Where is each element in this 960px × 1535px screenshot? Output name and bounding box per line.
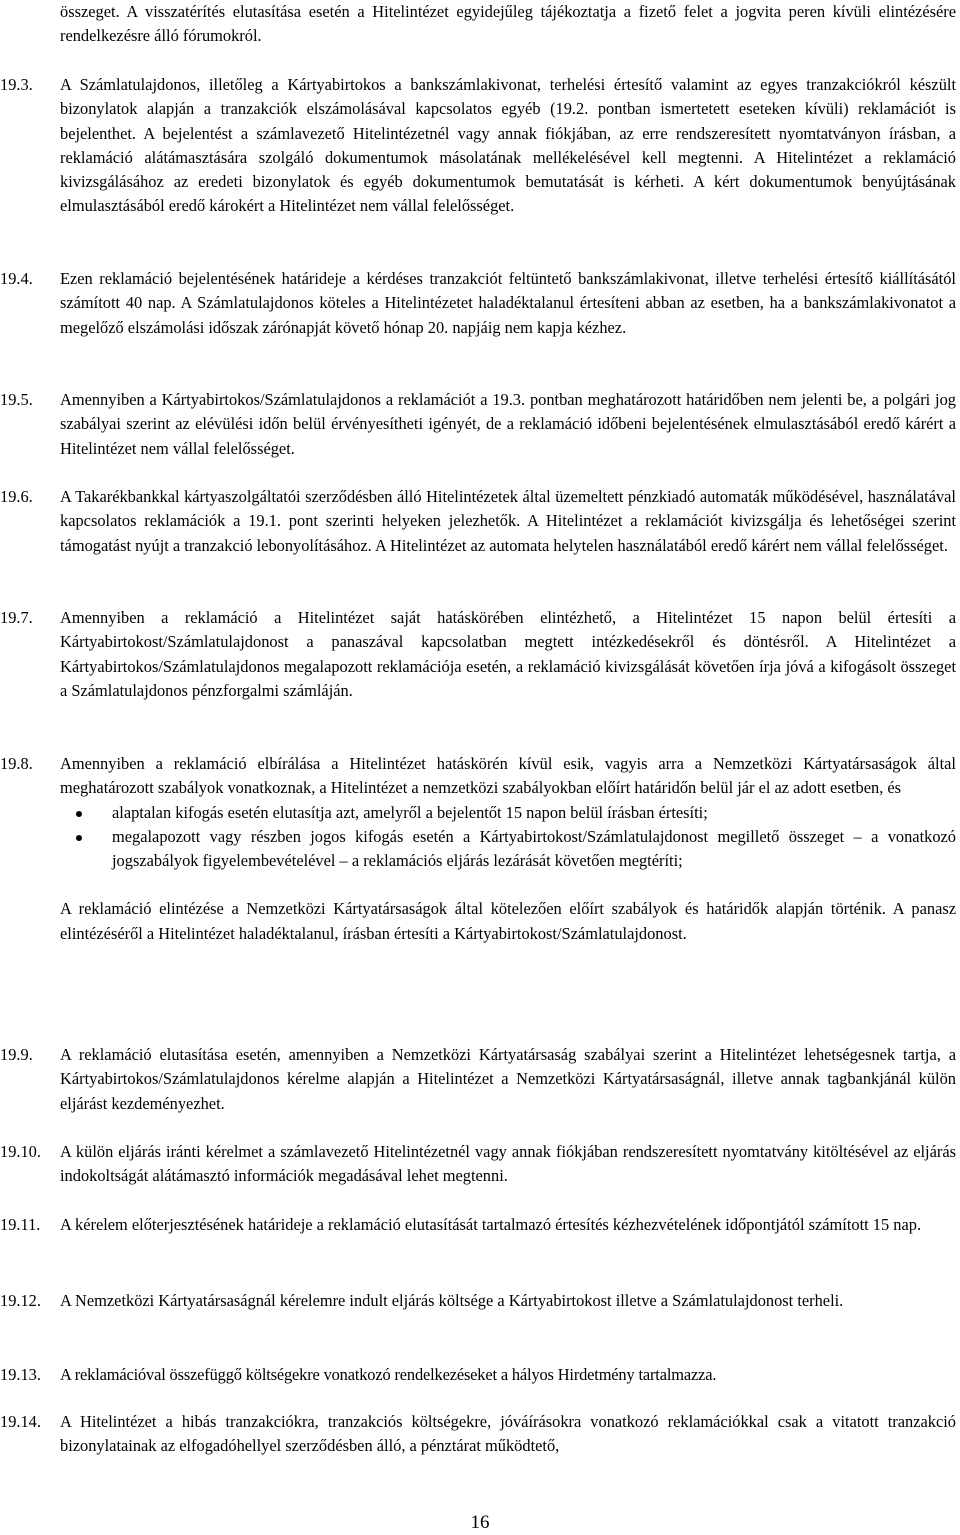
section-number: 19.4. (0, 269, 33, 288)
section-number: 19.9. (0, 1045, 33, 1064)
spacer (60, 873, 956, 897)
section-closing-text: A reklamáció elintézése a Nemzetközi Kártyatársaságok által kötelezően előírt szabályok és határidők alapján történik. A panasz elintézéséről a Hitelintézet haladéktalanul, írásban értesíti a Kártyabirtokost/Számlatulajdonost. (60, 899, 956, 943)
section-number: 19.7. (0, 608, 33, 627)
section-number: 19.3. (0, 75, 33, 94)
list-item (60, 825, 956, 874)
section-number: 19.11. (0, 1215, 41, 1234)
intro-paragraph: összeget. A visszatérítés elutasítása esetén a Hitelintézet egyidejűleg tájékoztatja a fizető felet a jogvita peren kívüli elintézésére rendelkezésre álló fórumokról. (60, 2, 956, 46)
bullet-icon (76, 835, 82, 841)
section-number: 19.12. (0, 1291, 41, 1310)
section-text: Ezen reklamáció bejelentésének határideje a kérdéses tranzakciót feltüntető bankszámlakivonat, illetve terhelési értesítő kiállításától számított 40 nap. A Számlatulajdonos köteles a Hitelintézetet haladéktalanul értesíteni abban az esetben, ha a bankszámlakivonatot a megelőző elszámolási időszak zárónapját követő hónap 20. napjáig nem kapja kézhez. (60, 269, 956, 337)
bullet-icon (76, 811, 82, 817)
section-text: A Számlatulajdonos, illetőleg a Kártyabirtokos a bankszámlakivonat, terhelési értesítő valamint az egyes tranzakciókról készült bizonylatok alapján a tranzakciók elszámolásával kapcsolatos egyéb (19.2. pontban ismertetett eseteken kívüli) reklamációt is bejelenthet. A bejelentést a számlavezető Hitelintézetnél vagy annak fiókjában, az erre rendszeresített nyomtatványon írásban, a reklamáció alátámasztására szolgáló dokumentumok másolatának mellékelésével kell megtenni. A Hitelintézet a reklamáció kivizsgálásához az eredeti bizonylatok és egyéb dokumentumok bemutatását is kérheti. A kért dokumentumok benyújtásának elmulasztásából eredő károkért a Hitelintézet nem vállal felelősséget. (60, 75, 956, 216)
list-item-text: megalapozott vagy részben jogos kifogás esetén a Kártyabirtokost/Számlatulajdonost megillető összeget – a vonatkozó jogszabályok figyelembevételével – a reklamációs eljárás lezárását követően megtéríti; (112, 826, 956, 871)
section-text: Amennyiben a Kártyabirtokos/Számlatulajdonos a reklamációt a 19.3. pontban meghatározott határidőben nem jelenti be, a polgári jog szabályai szerint az elévülési időn belül érvényesítheti igényét, de a reklamáció időbeni bejelentésének elmulasztásából eredő kárért a Hitelintézet nem vállal felelősséget. (60, 390, 956, 458)
section-number: 19.6. (0, 487, 33, 506)
bullet-list (60, 801, 956, 874)
section-number: 19.8. (0, 754, 33, 773)
section-text: A reklamációval összefüggő költségekre vonatkozó rendelkezéseket a hályos Hirdetmény tartalmazza. (60, 1365, 717, 1384)
section-text: Amennyiben a reklamáció a Hitelintézet saját hatáskörében elintézhető, a Hitelintézet 15 napon belül értesíti a Kártyabirtokost/Számlatulajdonost a panaszával kapcsolatban megtett intézkedésekről és döntésről. A Hitelintézet a Kártyabirtokos/Számlatulajdonos megalapozott reklamációja esetén, a reklamáció kivizsgálását követően írja jóvá a kifogásolt összeget a Számlatulajdonos pénzforgalmi számláján. (60, 608, 956, 700)
section-text: A Takarékbankkal kártyaszolgáltatói szerződésben álló Hitelintézetek által üzemeltett pénzkiadó automaták működésével, használatával kapcsolatos reklamációk a 19.1. pont szerinti helyeken jelezhetők. A Hitelintézet a reklamációt kivizsgálja és lehetőségei szerint támogatást nyújt a tranzakció lebonyolításához. A Hitelintézet az automata helytelen használatából eredő kárért nem vállal felelősséget. (60, 487, 956, 555)
section-text: A reklamáció elutasítása esetén, amennyiben a Nemzetközi Kártyatársaság szabályai szerint a Hitelintézet lehetségesnek tartja, a Kártyabirtokos/Számlatulajdonos kérelme alapján a Hitelintézet a Nemzetközi Kártyatársaságnál, illetve annak tagbankjánál külön eljárást kezdeményezhet. (60, 1045, 956, 1113)
section-number: 19.13. (0, 1365, 41, 1384)
section-text: A külön eljárás iránti kérelmet a számlavezető Hitelintézetnél vagy annak fiókjában rendszeresített nyomtatvány kitöltésével az eljárás indokoltságát alátámasztó információk megadásával lehet megtenni. (60, 1142, 956, 1186)
page-number: 16 (470, 1512, 490, 1533)
section-text: A kérelem előterjesztésének határideje a reklamáció elutasítását tartalmazó értesítés kézhezvételének időpontjától számított 15 nap. (60, 1215, 922, 1234)
section-number: 19.5. (0, 390, 33, 409)
section-number: 19.10. (0, 1142, 41, 1161)
section-body (60, 752, 956, 946)
list-item (60, 801, 956, 825)
section-text: A Nemzetközi Kártyatársaságnál kérelemre indult eljárás költsége a Kártyabirtokost illetve a Számlatulajdonost terheli. (60, 1291, 844, 1310)
section-text: A Hitelintézet a hibás tranzakciókra, tranzakciós költségekre, jóváírásokra vonatkozó reklamációkkal csak a vitatott tranzakció bizonylatainak az elfogadóhellyel szerződésben álló, a pénztárat működtető, (60, 1412, 956, 1456)
section-text: Amennyiben a reklamáció elbírálása a Hitelintézet hatáskörén kívül esik, vagyis arra a Nemzetközi Kártyatársaságok által meghatározott szabályok vonatkoznak, a Hitelintézet a nemzetközi szabályokban előírt határidőn belül jár el az adott esetben, és (60, 754, 956, 798)
section-number: 19.14. (0, 1412, 41, 1431)
list-item-text: alaptalan kifogás esetén elutasítja azt, amelyről a bejelentőt 15 napon belül írásban értesíti; (112, 802, 708, 822)
